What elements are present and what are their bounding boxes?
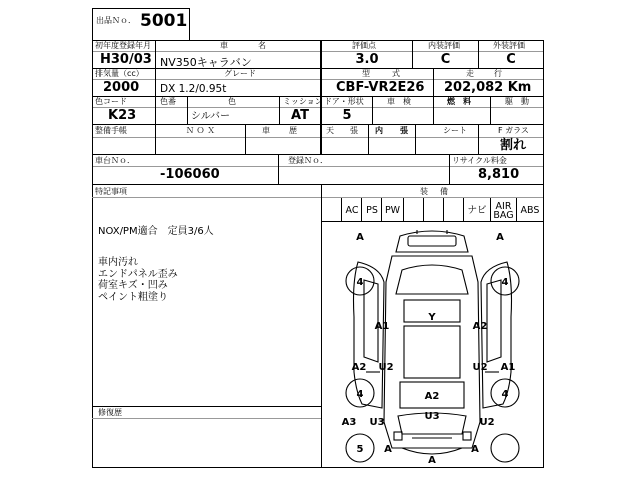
equipment-ps: PS xyxy=(366,205,378,216)
damage-mark: U2 xyxy=(378,362,394,373)
lot-number: 5001 xyxy=(140,11,188,31)
interior-trim-header-2: 張 xyxy=(400,126,408,135)
color-value: シルバー xyxy=(191,111,231,122)
lot-number-label: 出品Ｎｏ． xyxy=(96,16,136,25)
damage-mark: U3 xyxy=(424,411,440,422)
inspection-header: 車 検 xyxy=(387,97,411,106)
equipment-pw: PW xyxy=(384,205,401,216)
nox-header: Ｎ Ｏ Ｘ xyxy=(186,126,216,135)
mission-value: AT xyxy=(291,108,309,123)
damage-mark: 4 xyxy=(501,277,509,288)
sunroof-header-1: 天 xyxy=(326,126,334,135)
exterior-value: C xyxy=(506,52,516,67)
remark-item: ペイント粗塗り xyxy=(98,291,168,303)
damage-mark: A1 xyxy=(500,362,516,373)
remark-item: 荷室キズ・凹み xyxy=(98,280,168,291)
damage-mark: 4 xyxy=(356,277,364,288)
color-code-header: 色コード xyxy=(95,97,127,106)
registration-header: 登録Ｎｏ． xyxy=(288,156,328,165)
interior-header: 内装評価 xyxy=(428,41,460,50)
equipment-airbag: AIR BAG xyxy=(493,201,514,221)
equipment-navi: ナビ xyxy=(467,205,487,216)
manual-header: 整備手帳 xyxy=(95,126,127,135)
car-name-header-1: 車 xyxy=(220,41,228,50)
damage-mark: 4 xyxy=(356,389,364,400)
damage-mark: U3 xyxy=(369,417,385,428)
car-name-value: NV350キャラバン xyxy=(160,56,252,69)
equipment-blank-3 xyxy=(444,201,464,221)
damage-mark: U2 xyxy=(472,362,488,373)
damage-mark: A xyxy=(471,444,479,455)
displacement-value: 2000 xyxy=(103,80,140,95)
mission-header: ミッション xyxy=(283,97,323,106)
color-code-value: K23 xyxy=(108,108,137,123)
damage-mark: Y xyxy=(428,312,436,323)
drive-header: 駆 動 xyxy=(505,97,529,106)
car-name-header-2: 名 xyxy=(258,41,266,50)
door-header: ドア・形状 xyxy=(324,97,364,106)
year-header: 初年度登録年月 xyxy=(95,41,151,50)
model-value: CBF-VR2E26 xyxy=(336,80,425,95)
mileage-header-1: 走 xyxy=(466,69,474,78)
door-value: 5 xyxy=(342,108,352,123)
repair-label: 修復歴 xyxy=(98,408,122,417)
grade-value: DX 1.2/0.95t xyxy=(160,83,227,95)
damage-mark: A1 xyxy=(374,321,390,332)
damage-mark: A3 xyxy=(341,417,357,428)
color-header: 色 xyxy=(228,97,236,106)
recycle-header: リサイクル料金 xyxy=(452,156,507,165)
interior-trim-header-1: 内 xyxy=(375,126,383,135)
damage-mark: A xyxy=(496,232,504,243)
seat-header: シート xyxy=(443,126,467,135)
car-damage-diagram xyxy=(322,222,543,467)
damage-mark: 4 xyxy=(501,389,509,400)
notes-line1: NOX/PM適合 定員3/6人 xyxy=(98,226,214,237)
grade-header: グレード xyxy=(224,69,256,78)
history-header-1: 車 xyxy=(262,126,270,135)
damage-mark: A xyxy=(356,232,364,243)
damage-mark: A2 xyxy=(472,321,488,332)
chassis-header: 車台Ｎｏ． xyxy=(95,156,135,165)
damage-mark: U2 xyxy=(479,417,495,428)
damage-mark: A2 xyxy=(424,391,440,402)
remarks-list xyxy=(98,257,178,303)
recycle-value: 8,810 xyxy=(478,167,520,182)
sunroof-header-2: 張 xyxy=(350,126,358,135)
fuel-header: 燃 料 xyxy=(447,97,471,106)
score-value: 3.0 xyxy=(355,52,379,67)
equipment-ac: AC xyxy=(345,205,359,216)
equipment-label-2: 備 xyxy=(440,187,448,196)
year-value: H30/03 xyxy=(100,52,152,67)
damage-mark: 5 xyxy=(356,444,364,455)
model-header-2: 式 xyxy=(392,69,400,78)
mileage-header-2: 行 xyxy=(494,69,502,78)
interior-value: C xyxy=(440,52,451,67)
equipment-label-1: 装 xyxy=(420,187,428,196)
model-header-1: 型 xyxy=(362,69,370,78)
glass-value: 割れ xyxy=(500,138,527,153)
equipment-abs: ABS xyxy=(520,205,540,216)
equipment-blank-2 xyxy=(424,201,444,221)
notes-label: 特記事項 xyxy=(95,187,127,196)
chassis-value: -106060 xyxy=(160,167,220,182)
damage-mark: A2 xyxy=(351,362,367,373)
mileage-value: 202,082 Km xyxy=(444,80,532,95)
history-header-2: 歴 xyxy=(289,126,297,135)
remark-item: エンドパネル歪み xyxy=(98,268,178,280)
displacement-header: 排気量（cc） xyxy=(95,69,144,78)
equipment-blank-1 xyxy=(404,201,424,221)
exterior-header: 外装評価 xyxy=(493,41,525,50)
color-no-header: 色番 xyxy=(160,97,176,106)
glass-header: F ガラス xyxy=(498,126,529,135)
damage-mark: A xyxy=(384,444,392,455)
score-header: 評価点 xyxy=(352,41,376,50)
damage-mark: A xyxy=(428,455,436,466)
remark-item: 車内汚れ xyxy=(98,257,138,268)
